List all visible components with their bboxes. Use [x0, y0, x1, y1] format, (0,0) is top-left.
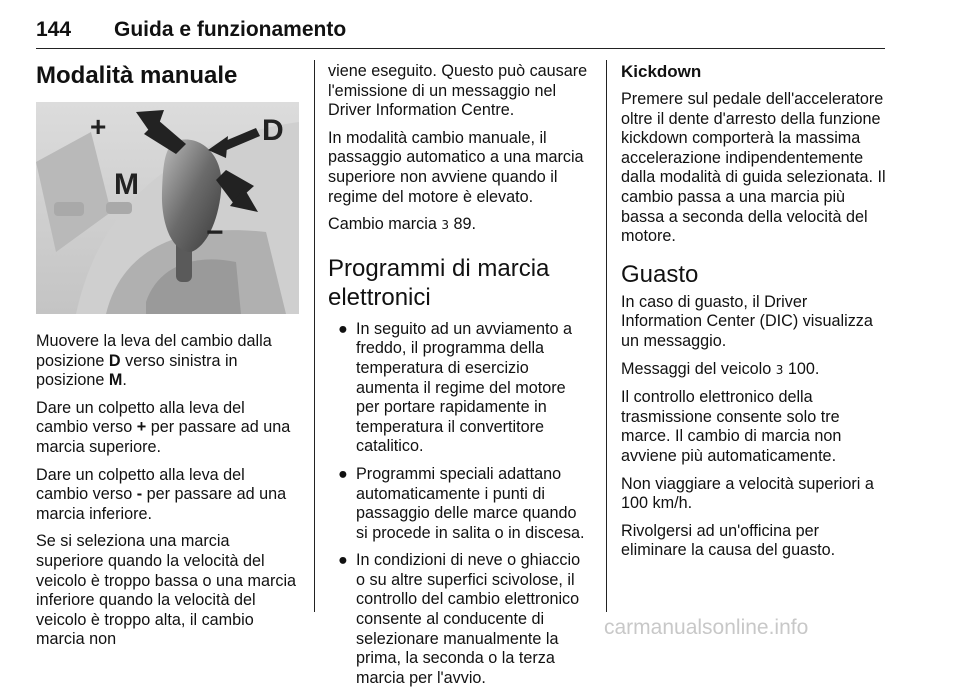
paragraph-speed-limit: Non viaggiare a velocità superiori a 100 km/h.: [621, 474, 874, 513]
list-item: ● In condizioni di neve o ghiaccio o su altre superfici scivolose, il controllo del cambio elettronico consente al conducente di selezionare manualmente la prima, la seconda o la terza marcia per l'avvio.: [338, 551, 581, 687]
m-label: M: [114, 168, 139, 201]
d-label: D: [262, 114, 284, 147]
watermark-text: carmanualsonline.info: [604, 616, 809, 639]
column-2: [328, 62, 592, 696]
section-heading-fault: Guasto: [621, 260, 699, 288]
section-heading-electronic-programs: Programmi di marcia elettronici: [328, 254, 550, 311]
bullet-icon: ●: [338, 551, 348, 570]
column-divider-1: [314, 60, 315, 612]
column-3: [621, 62, 889, 569]
minus-label: −: [206, 216, 224, 249]
paragraph-upshift: Dare un colpetto alla leva del cambio verso + per passare ad una marcia superiore.: [36, 398, 291, 456]
page-number: 144: [36, 18, 72, 41]
paragraph-speed-warning: Se si seleziona una marcia superiore quando la velocità del veicolo è troppo bassa o una marcia inferiore quando la velocità del veicolo è troppo alta, il cambio marcia non: [36, 532, 297, 649]
column-divider-2: [606, 60, 607, 612]
paragraph-continued: viene eseguito. Questo può causare l'emissione di un messaggio nel Driver Information Centre.: [328, 62, 588, 120]
programs-list: [328, 320, 592, 689]
gear-lever-illustration: [36, 102, 299, 314]
cross-reference-arrow-icon: 3: [441, 218, 449, 233]
cross-reference-arrow-icon: 3: [775, 362, 784, 377]
paragraph-move-lever: Muovere la leva del cambio dalla posizione D verso sinistra in posizione M.: [36, 332, 272, 390]
plus-label: +: [90, 111, 107, 142]
paragraph-vehicle-messages-ref: Messaggi del veicolo 3 100.: [621, 359, 820, 378]
column-1: [36, 62, 300, 658]
paragraph-fault-dic: In caso di guasto, il Driver Information Center (DIC) visualizza un messaggio.: [621, 292, 873, 350]
paragraph-gear-change-ref: Cambio marcia 3 89.: [328, 215, 477, 234]
section-heading-kickdown: Kickdown: [621, 62, 702, 81]
section-heading-manual-mode: Modalità manuale: [36, 62, 238, 89]
bullet-icon: ●: [338, 464, 348, 483]
paragraph-workshop: Rivolgersi ad un'officina per eliminare la causa del guasto.: [621, 521, 836, 560]
paragraph-downshift: Dare un colpetto alla leva del cambio verso - per passare ad una marcia inferiore.: [36, 465, 287, 523]
chapter-title: Guida e funzionamento: [114, 18, 347, 41]
paragraph-manual-mode-auto: In modalità cambio manuale, il passaggio automatico a una marcia superiore non avviene quando il regime del motore è elevato.: [328, 128, 584, 206]
gear-lever-drawing: [36, 102, 299, 314]
bullet-icon: ●: [338, 319, 348, 338]
paragraph-three-gears: Il controllo elettronico della trasmissione consente solo tre marce. Il cambio di marcia non avviene più automaticamente.: [621, 388, 842, 465]
page-header: [36, 14, 885, 49]
list-item: ● Programmi speciali adattano automaticamente i punti di passaggio delle marce quando si procede in salita o in discesa.: [338, 464, 585, 542]
paragraph-kickdown: Premere sul pedale dell'acceleratore oltre il dente d'arresto della funzione kickdown comporterà la massima accelerazione indipendentemente dalla modalità di guida selezionata. Il cambio passa a una marcia più bassa a seconda della velocità del motore.: [621, 90, 886, 246]
list-item: ● In seguito ad un avviamento a freddo, il programma della temperatura di esercizio aumenta il regime del motore per portare rapidamente in temperatura il convertitore catalitico.: [338, 319, 572, 456]
